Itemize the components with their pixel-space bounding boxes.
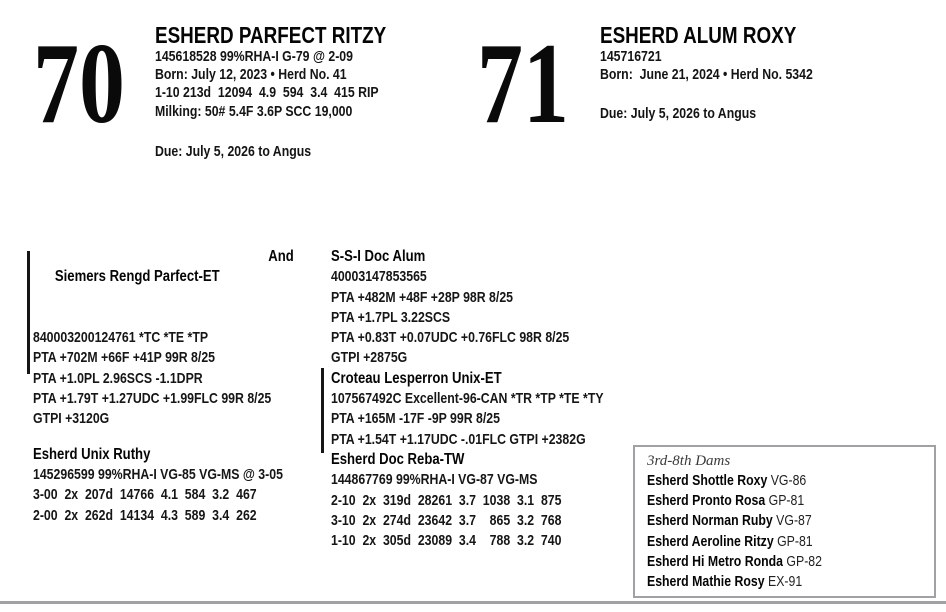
- dam-row: [647, 552, 882, 572]
- pedigree-line: PTA +1.0PL 2.96SCS -1.1DPR: [33, 369, 203, 387]
- pedigree-column-left: [33, 247, 351, 526]
- dam-score: GP-81: [768, 492, 805, 510]
- pedigree-bracket-middle: [321, 368, 324, 453]
- dam-row: [647, 532, 882, 552]
- dam-score: VG-87: [776, 512, 812, 530]
- dam-score: EX-91: [767, 573, 803, 591]
- pedigree-spacer: [33, 430, 351, 445]
- pedigree-line: 40003147853565: [331, 268, 427, 286]
- lot-number-70: 70: [33, 20, 125, 147]
- lot-number-71: 71: [477, 20, 569, 147]
- pedigree-line: GTPI +2875G: [331, 349, 408, 367]
- dam-name: Esherd Mathie Rosy: [647, 573, 768, 591]
- dam-score: VG-86: [770, 472, 807, 489]
- pedigree-line: 840003200124761 *TC *TE *TP: [33, 329, 209, 347]
- page-bottom-rule: [0, 601, 946, 604]
- dam-name: Esherd Aeroline Ritzy: [647, 532, 778, 550]
- sire-name-row: [33, 247, 294, 328]
- lot-70-born-line: Born: July 12, 2023 • Herd No. 41: [155, 66, 347, 84]
- lot-71-id-line: 145716721: [600, 48, 662, 65]
- lot-70-id-line: 145618528 99%RHA-I G-79 @ 2-09: [155, 48, 353, 65]
- lot-70-due-line: Due: July 5, 2026 to Angus: [155, 143, 312, 160]
- lot-70-info: [155, 22, 437, 121]
- pedigree-line: PTA +0.83T +0.07UDC +0.76FLC 98R 8/25: [331, 329, 570, 347]
- pedigree-line: GTPI +3120G: [33, 410, 110, 428]
- lot-71-title: ESHERD ALUM ROXY: [600, 22, 797, 48]
- lot-70-milking-line: Milking: 50# 5.4F 3.6P SCC 19,000: [155, 102, 353, 120]
- pedigree-line: PTA +482M +48F +28P 98R 8/25: [331, 288, 514, 306]
- pedigree-line: PTA +1.79T +1.27UDC +1.99FLC 99R 8/25: [33, 390, 272, 408]
- dam-row: [647, 511, 882, 531]
- lot-71-born-line: Born: June 21, 2024 • Herd No. 5342: [600, 66, 813, 84]
- and-label: And: [268, 248, 294, 265]
- lot-70-title: ESHERD PARFECT RITZY: [155, 22, 387, 48]
- pedigree-line: 1-10 2x 305d 23089 3.4 788 3.2 740: [331, 532, 562, 550]
- dam-name: Esherd Pronto Rosa: [647, 492, 769, 510]
- dam-score: GP-81: [777, 532, 813, 550]
- dam-name: Esherd Norman Ruby: [647, 512, 777, 530]
- pedigree-line: 145296599 99%RHA-I VG-85 VG-MS @ 3-05: [33, 465, 283, 483]
- pedigree-line: 3-10 2x 274d 23642 3.7 865 3.2 768: [331, 511, 562, 529]
- pedigree-line: PTA +165M -17F -9P 99R 8/25: [331, 410, 500, 428]
- dam-row: [647, 471, 882, 491]
- dams-box: [633, 445, 936, 598]
- pedigree-line: 2-10 2x 319d 28261 3.7 1038 3.1 875: [331, 491, 562, 509]
- lot-71-info: [600, 22, 860, 84]
- dam-name: Esherd Doc Reba-TW: [331, 450, 465, 468]
- dams-box-title: 3rd-8th Dams: [647, 453, 731, 469]
- maternal-sire-name: Croteau Lesperron Unix-ET: [331, 369, 502, 387]
- pedigree-bracket-left: [27, 251, 30, 374]
- pedigree-line: 2-00 2x 262d 14134 4.3 589 3.4 262: [33, 506, 257, 524]
- sire-name: Siemers Rengd Parfect-ET: [54, 268, 220, 286]
- dam-name: Esherd Shottle Roxy: [647, 472, 771, 489]
- pedigree-line: 107567492C Excellent-96-CAN *TR *TP *TE *TY: [331, 390, 604, 408]
- pedigree-line: PTA +1.7PL 3.22SCS: [331, 308, 451, 326]
- pedigree-column-middle: [331, 247, 663, 551]
- dam-name: Esherd Unix Ruthy: [33, 445, 151, 463]
- pedigree-line: PTA +1.54T +1.17UDC -.01FLC GTPI +2382G: [331, 430, 586, 448]
- lot-71-due-line: Due: July 5, 2026 to Angus: [600, 105, 757, 122]
- pedigree-line: 144867769 99%RHA-I VG-87 VG-MS: [331, 471, 538, 489]
- lot-70-record-line: 1-10 213d 12094 4.9 594 3.4 415 RIP: [155, 84, 379, 102]
- sire-name: S-S-I Doc Alum: [331, 248, 426, 265]
- pedigree-line: PTA +702M +66F +41P 99R 8/25: [33, 349, 216, 367]
- dam-name: Esherd Hi Metro Ronda: [647, 552, 787, 570]
- dam-score: GP-82: [786, 552, 822, 570]
- dam-row: [647, 491, 882, 511]
- pedigree-line: 3-00 2x 207d 14766 4.1 584 3.2 467: [33, 486, 257, 504]
- dam-row: [647, 572, 882, 592]
